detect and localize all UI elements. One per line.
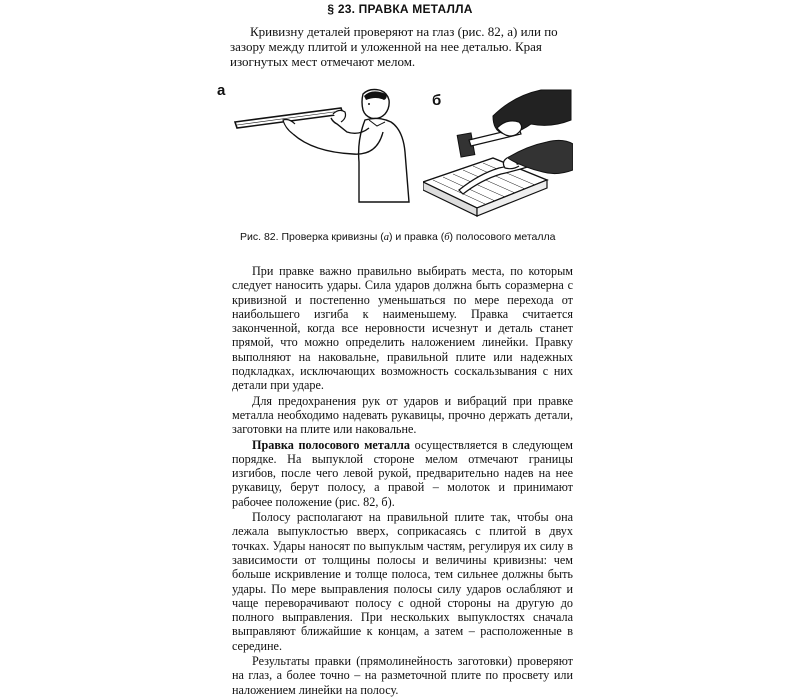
- paragraph-3: [232, 438, 573, 509]
- section-heading: § 23. ПРАВКА МЕТАЛЛА: [327, 2, 473, 16]
- intro-text: Кривизну деталей проверяют на глаз (рис. 82, а) или по зазору между плитой и уложенной на нее деталью. Края изогнутых мест отмечают мелом.: [230, 24, 558, 69]
- figure-caption: [240, 231, 570, 243]
- hands-hammer-plate-drawing: [423, 86, 573, 221]
- body-text: [232, 264, 573, 698]
- caption-letter-a: а: [383, 232, 389, 243]
- figure-b-illustration: [423, 86, 573, 221]
- figure-label-b: б: [432, 92, 442, 109]
- caption-suffix: ) полосового металла: [449, 231, 556, 243]
- paragraph-3-bold: Правка полосового металла: [252, 437, 410, 452]
- man-checking-strip-drawing: [233, 84, 413, 214]
- figure-a-illustration: [233, 84, 413, 214]
- figure-label-a: а: [217, 82, 226, 99]
- caption-prefix: Рис. 82. Проверка кривизны (: [240, 231, 384, 243]
- paragraph-2: Для предохранения рук от ударов и вибраций при правке металла необходимо надевать рукавицы, прочно держать детали, заготовки на плите или наковальне.: [232, 393, 573, 437]
- paragraph-5: Результаты правки (прямолинейность заготовки) проверяют на глаз, а более точно – на разметочной плите по просвету или наложением линейки на полосу.: [232, 654, 573, 697]
- paragraph-1: При правке важно правильно выбирать места, по которым следует наносить удары. Сила ударов должна быть соразмерна с кривизной и постепенно уменьшаться по мере перехода от наибольшего изгиба к наименьшему. Правка считается законченной, когда все неровности исчезнут и деталь станет прямой, что можно определить наложением линейки. Правку выполняют на наковальне, правильной плите или надежных подкладках, исключающих возможность соскальзывания с них детали при ударе.: [232, 264, 573, 393]
- paragraph-3-rest: осуществляется в следующем порядке. На выпуклой стороне мелом отмечают границы изгибов, после чего левой рукой, предварительно надев на нее рукавицу, берут полосу, а правой – молоток и принимают рабочее положение (рис. 82, б).: [232, 437, 574, 509]
- intro-paragraph: [230, 24, 580, 69]
- caption-letter-b: б: [444, 232, 450, 243]
- caption-mid: ) и правка (: [388, 231, 445, 243]
- paragraph-4: Полосу располагают на правильной плите так, чтобы она лежала выпуклостью вверх, соприкасаясь с плитой в двух точках. Удары наносят по выпуклым частям, регулируя их силу в зависимости от толщины полосы и величины кривизны: чем больше искривление и толще полоса, тем сильнее должны быть удары. По мере выправления полосы силу ударов ослабляют и чаще переворачивают полосу с одной стороны на другую до полного выправления. При нескольких выпуклостях сначала выправляют ближайшие к концам, а затем – расположенные в середине.: [232, 510, 573, 653]
